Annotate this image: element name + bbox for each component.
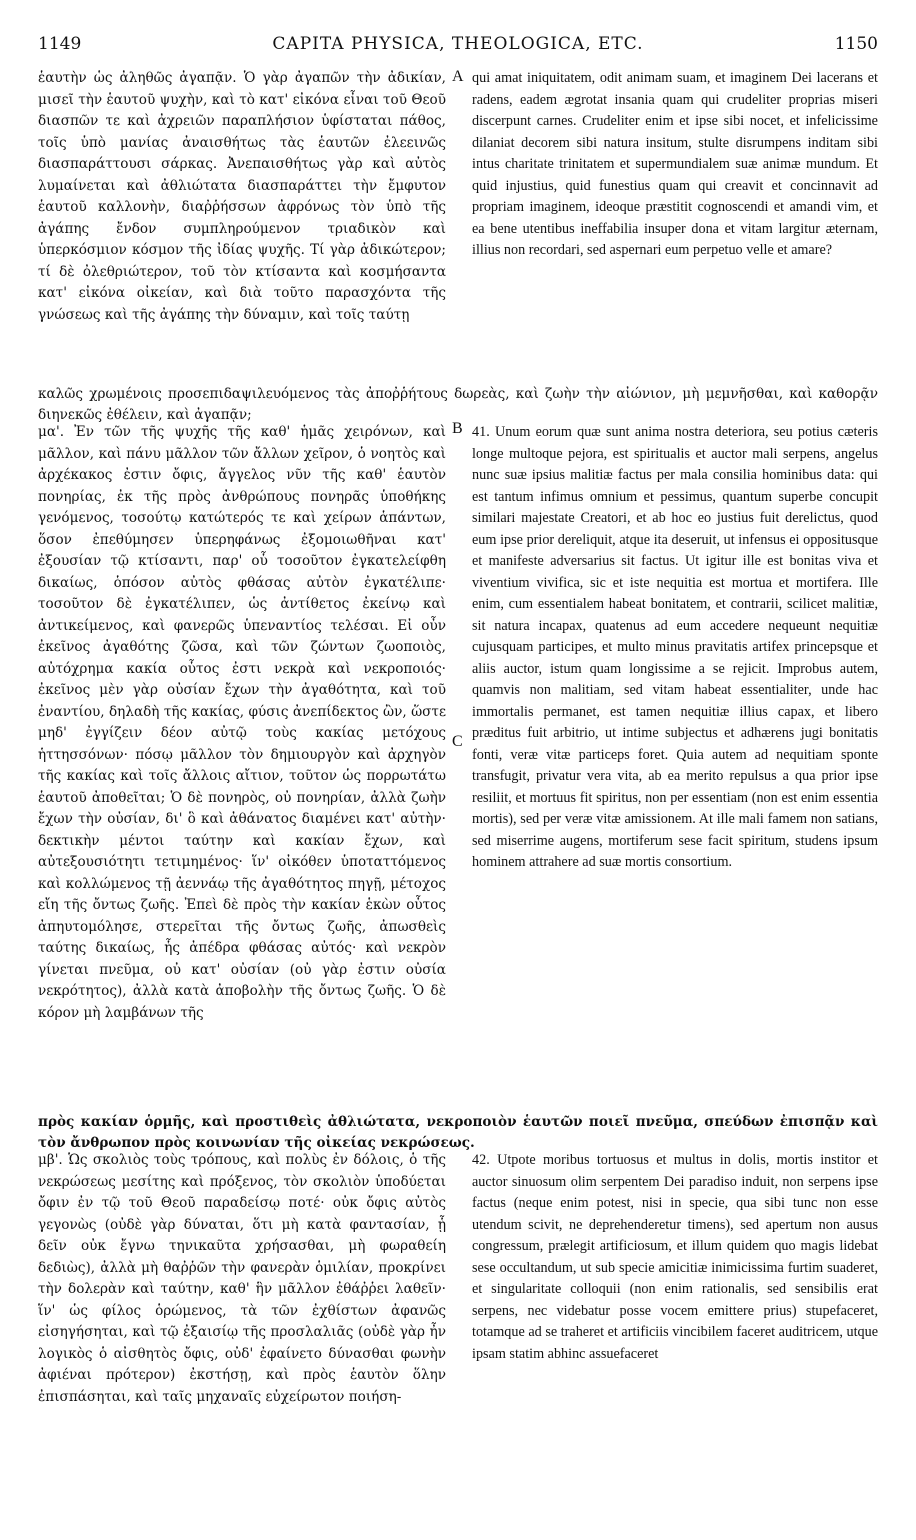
- greek-fullwidth-continuation-b: πρὸς κακίαν ὁρμῆς, καὶ προστιθεὶς ἀθλιώτατα, νεκροποιὸν ἑαυτῶν ποιεῖ πνεῦμα, σπεύδων ἐπισπᾷν καὶ τὸν ἄνθρωπον πρὸς κοινωνίαν τῆς οἰκείας νεκρώσεως.: [38, 1113, 878, 1152]
- latin-paragraph-42: 42. Utpote moribus tortuosus et multus in dolis, mortis institor et auctor sinuosum olim serpentem Dei paradiso induit, non serpens ipse factus (neque enim potest, nisi in specie, qua sibi tunc non esse utendum scivit, ne deprehenderetur timens), sed apertum non ausus congressum, prælegit artificiosum, et illum quidem quo magis lidebat sese occultandum, ut sub specie amicitiæ inimicissima furtim suaderet, et singularitate colloquii (non enim rationalis, sed sensibilis erat serpens, nec videbatur posse vocem emittere prius) stupefaceret, totamque ad se traheret et artificiis vincibilem faceret auditricem, utque ipsam statim abhinc assuefaceret: [472, 1152, 878, 1362]
- margin-marker-c: C: [452, 733, 463, 750]
- greek-column-section-42: [38, 1150, 446, 1510]
- greek-paragraph-42: μβ'. Ὡς σκολιὸς τοὺς τρόπους, καὶ πολὺς ἐν δόλοις, ὁ τῆς νεκρώσεως μεσίτης καὶ πρόξενος, τὸν σκολιὸν ὑποδύεται ὄφιν ἐν τῷ τοῦ Θεοῦ παραδείσῳ ποτέ· οὐκ ὄφις αὐτὸς γεγονὼς (οὐδὲ γὰρ δύναται, ὅτι μὴ κατὰ φαντασίαν, ᾗ δεῖν οὐκ ἔγνω τηνικαῦτα χρήσασθαι, μὴ φωραθείη δεδιὼς), ἀλλὰ μὴ θαῤῥῶν τὴν φανερὰν ὁμιλίαν, προκρίνει τὴν δολερὰν καὶ ταύτην, καθ' ἣν μᾶλλον ἐθάῤῥει λαθεῖν· ἵν' ὡς φίλος ὁρώμενος, τὰ τῶν ἐχθίστων ἀφανῶς εἰσηγήσηται, καὶ τῷ ἐξαισίῳ τῆς προσλαλιᾶς (οὐδὲ γὰρ ἦν λογικὸς ὁ αἰσθητὸς ὄφις, οὐδ' ἐφαίνετο δύνασθαι φωνὴν ἀφιέναι πρότερον) ἐκστήσῃ, καὶ πρὸς ἑαυτὸν ὅλην ἐπισπάσηται, καὶ ταῖς μηχαναῖς εὐχείρωτον ποιήση-: [38, 1152, 446, 1405]
- greek-paragraph-41: μα'. Ἐν τῶν τῆς ψυχῆς τῆς καθ' ἡμᾶς χειρόνων, καὶ μᾶλλον, καὶ πάνυ μᾶλλον τῶν ἄλλων χεῖρον, ὁ νοητὸς καὶ ἀρχέκακος ἐστιν ὄφις, ἄγγελος νῦν τῆς καθ' ἑαυτὸν πονηρίας, ἐκ τῆς πρὸς ἀνθρώπους πονηρᾶς ὑποθήκης γενόμενος, τοσούτῳ κατώτερός τε καὶ χείρων ἁπάντων, ὅσον ἐπεθύμησεν ὑπερηφάνως ἐξομοιωθῆναι κατ' ἐξουσίαν τῷ κτίσαντι, παρ' οὗ τοσοῦτον ἐγκατελείφθη δικαίως, ὁπόσον αὐτὸς φθάσας αὐτὸν ἐγκατέλιπε· τοσοῦτον δὲ ἐγκατέλιπεν, ὡς ἀντίθετος ἐκείνῳ καὶ ἀντικείμενος, καὶ φανερῶς ὑπεναντίος τελέσαι. Εἰ οὖν ἐκεῖνος ἀγαθότης ζῶσα, καὶ τῶν ζώντων ζωοποιὸς, αὐτόχρημα κακία οὗτος ἐστι νεκρὰ καὶ νεκροποιός· ἐκεῖνος μὲν γὰρ οὐσίαν ἔχων τὴν ἀγαθότητα, καὶ τοῦ ἐναντίου, δηλαδὴ τῆς κακίας, φύσις ἀνεπίδεκτος ὢν, ὥστε μηδ' ἐγγίζειν δέον αὐτῷ τοὺς κακίας μετόχους ἡττησσόνων· πόσῳ μᾶλλον τὸν δημιουργὸν καὶ ἀρχηγὸν τῆς κακίας καὶ τοῖς ἄλλοις αἴτιον, τοῦτον ὡς πορρωτάτω ἑαυτοῦ ἀποθεῖται; Ὁ δὲ πονηρὸς, οὐ πονηρίαν, ἀλλὰ ζωὴν ἔχων τὴν οὐσίαν, δι' ὃ καὶ ἀθάνατος διαμένει κατ' αὐτὴν· δεκτικὴν μέντοι ταύτην καὶ κακίαν ἔχων, καὶ αὐτεξουσιότητι τετιμημένος· ἵν' οἰκόθεν ὑποταττόμενος καὶ κολλώμενος τῇ ἀεννάῳ τῆς ἀγαθότητος πηγῇ, μέτοχος εἴη τῆς ὄντως ζωῆς. Ἐπεὶ δὲ πρὸς τὴν κακίαν ἑκὼν οὗτος ἀπηυτομόλησε, στερεῖται τῆς ὄντως ζωῆς, ἀπωσθεὶς ταύτης δικαίως, ἧς ἀπέδρα φθάσας αὐτός· καὶ νεκρὸν γίνεται πνεῦμα, οὐ κατ' οὐσίαν (οὐ γὰρ ἐστιν οὐσία νεκρότητος), ἀλλὰ κατὰ ἀποβολὴν τῆς ὄντως ζωῆς. Ὁ δὲ κόρον μὴ λαμβάνων τῆς: [38, 424, 446, 1021]
- greek-paragraph-40: ἑαυτὴν ὡς ἀληθῶς ἀγαπᾷν. Ὁ γὰρ ἀγαπῶν τὴν ἀδικίαν, μισεῖ τὴν ἑαυτοῦ ψυχὴν, καὶ τὸ κατ' εἰκόνα εἶναι τοῦ Θεοῦ διασπῶν τε καὶ ἀχρειῶν παραπλήσιον ὑφίσταται πάθος, τοῖς ὑπὸ μανίας ἀναισθήτως τὰς ἑαυτῶν ἐλεεινῶς διασπαράττουσι σάρκας. Ἀνεπαισθήτως γὰρ καὶ αὐτὸς λυμαίνεται καὶ ἀθλιώτατα διασπαράττει τὴν ἔμφυτον ἑαυτοῦ καλλονὴν, διαῤῥήσσων ἀφρόνως τὸν ὑπὸ τῆς ἀγάπης ἔνδον συμπληρούμενον τριαδικὸν καὶ ὑπερκόσμιον κόσμον τῆς ἰδίας ψυχῆς. Τί γὰρ ἀδικώτερον; τί δὲ ὀλεθριώτερον, τοῦ τὸν κτίσαντα καὶ κοσμήσαντα κατ' εἰκόνα οἰκείαν, καὶ διὰ τοῦτο παρασχόντα τῆς γνώσεως καὶ τῆς ἀγάπης τὴν δύναμιν, καὶ τοῖς ταύτῃ: [38, 70, 446, 323]
- right-page-number: 1150: [834, 34, 878, 54]
- margin-marker-a: A: [452, 68, 464, 85]
- margin-marker-b: B: [452, 420, 463, 437]
- greek-fullwidth-continuation-a: καλῶς χρωμένοις προσεπιδαψιλευόμενος τὰς ἀποῤῥήτους δωρεὰς, καὶ ζωὴν τὴν αἰώνιον, μὴ μεμνῆσθαι, καὶ καθορᾷν διηνεκῶς ἐθέλειν, καὶ ἀγαπᾷν;: [38, 385, 878, 424]
- running-header: [38, 34, 878, 60]
- latin-paragraph-40: qui amat iniquitatem, odit animam suam, et imaginem Dei lacerans et radens, eadem ægrotat insania quam qui crudeliter proprias miseri discerpunt carnes. Crudeliter enim et ipse sibi nocet, et infelicissime dilaniat decorem sibi natura insitum, stulte disrumpens inditam sibi intus charitate trinitatem et supermundialem suæ animæ mundum. Et quid injustius, quid funestius quam qui creavit et concinnavit ad propriam imaginem, ideoque præstitit cognoscendi et amandi vim, et ea bene utentibus ineffabilia insuper dona et vitam largitur æternam, illius non recordari, sed aspernari eum perpetuo velle et amare?: [472, 70, 878, 258]
- left-page-number: 1149: [38, 34, 82, 54]
- latin-column-section-b: [472, 422, 878, 1090]
- latin-column-section-a: [472, 68, 878, 368]
- latin-column-section-42: [472, 1150, 878, 1510]
- greek-column-section-b: [38, 422, 446, 1090]
- greek-column-section-a: [38, 68, 446, 368]
- latin-paragraph-41: 41. Unum eorum quæ sunt anima nostra deteriora, seu potius cæteris longe multoque pejora, est spiritualis et auctor mali serpens, angelus nunc suæ ipsius malitiæ factus per mala consilia hominibus data: qui est tantum infimus omnium et pessimus, quantum superbe concupit similari majestate Creatori, et ab hoc eo justius fuit derelictus, quod eum ipse prior dereliquit, atque ita deseruit, ut infensus ei oppositusque et manifeste adversarius sit factus. Ut igitur ille est bonitas viva et viventium vivifica, sic et iste nequitia est mortua et mortifera. Ille enim, cum essentialem habeat bonitatem, et contrarii, scilicet malitiæ, sit natura incapax, quatenus ad eum accedere nequeunt nequitiæ cujusquam participes, et multo minus pravitatis artifex princepsque et aliis auctor, istum quam longissime a se rejicit. Improbus autem, quamvis non malitiam, sed vitam habeat essentialiter, unde hac immortalis permanet, est tamen nequitiæ illius capax, et libero præditus fuit arbitrio, ut intime subjectus et adhærens jugi bonitatis fonti, veræ vitæ particeps foret. Quia autem ad nequitiam sponte transfugit, privatur vera vita, ab ea merito repulsus a qua prior ipse resiliit, et mortuus fit spiritus, non per essentiam (non est enim essentia mortis), sed per veræ vitæ amissionem. At ille mali famem non satians, sed miserrime augens, mortiferum sese facit spiritum, studens ipsum hominem attrahere ad suæ mortis consortium.: [472, 424, 878, 870]
- running-title: CAPITA PHYSICA, THEOLOGICA, ETC.: [272, 34, 644, 54]
